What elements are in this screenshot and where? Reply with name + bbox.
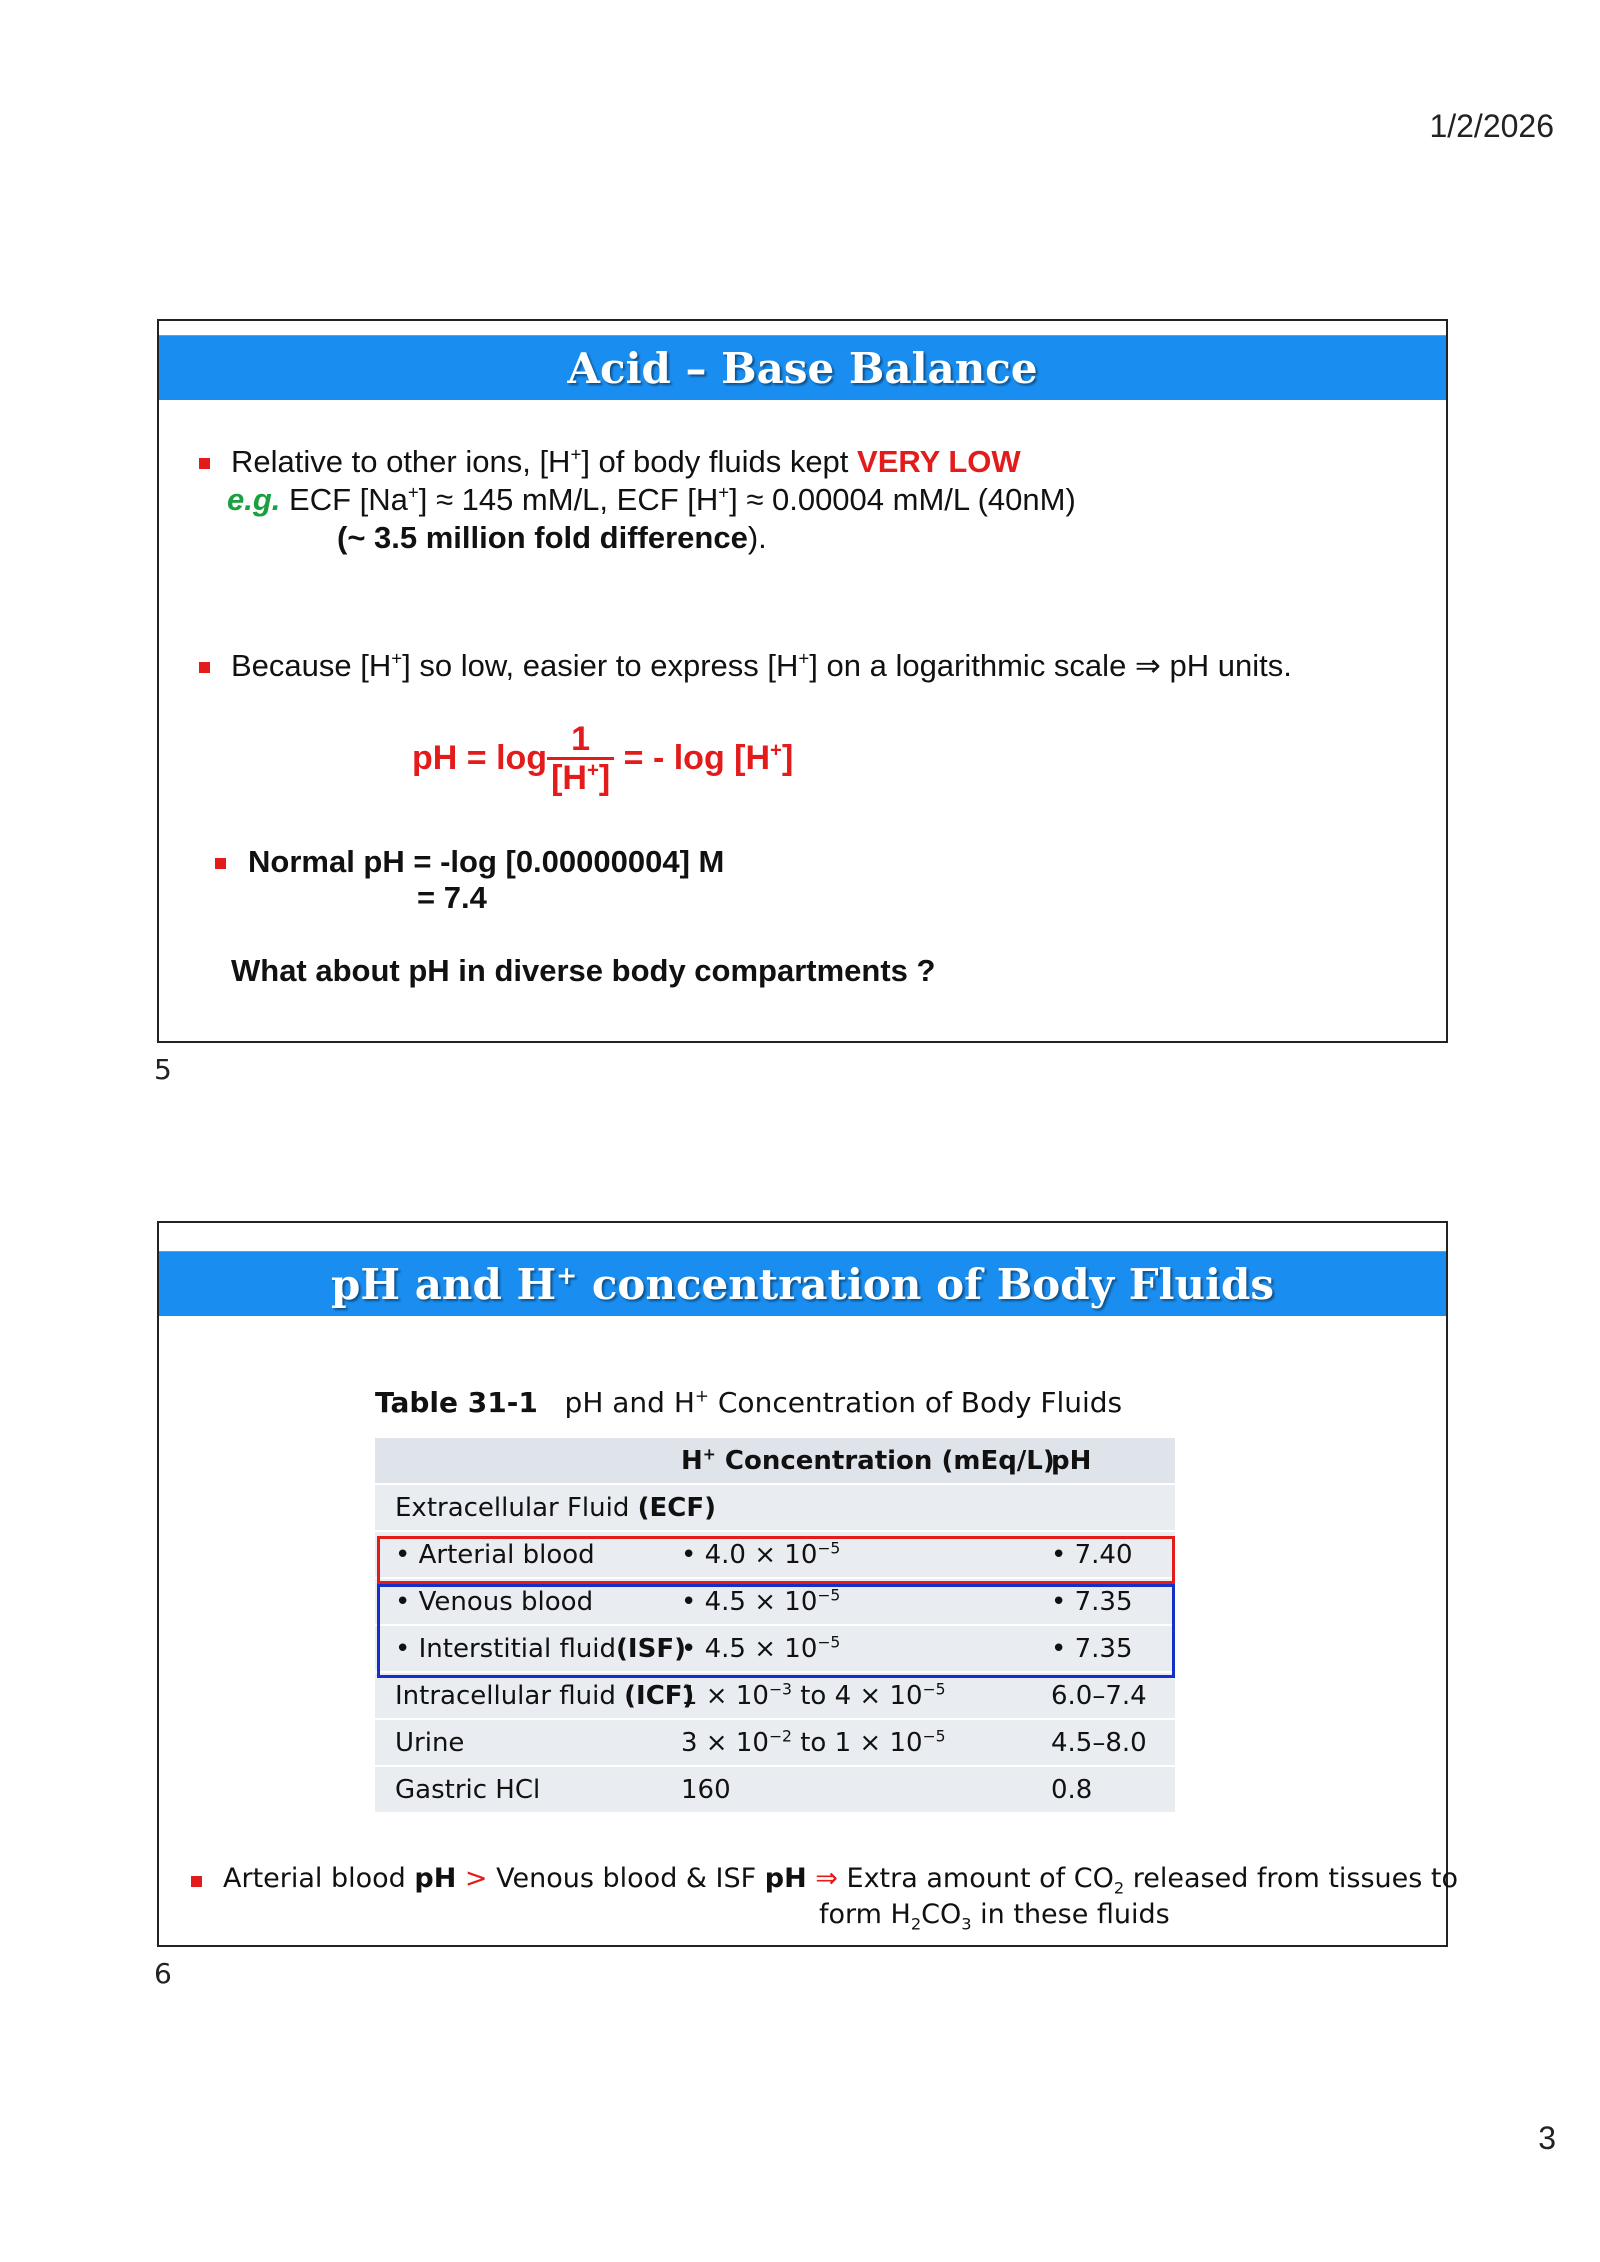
arterial-highlight-box: [377, 1536, 1175, 1584]
example-concentrations: e.g. ECF [Na+] ≈ 145 mM/L, ECF [H+] ≈ 0.00004 mM/L (40nM): [227, 481, 1076, 517]
arterial-vs-venous-note-line2: form $H_2CO_3$ in these fluids: [819, 1899, 1170, 1934]
bullet-icon: [215, 858, 226, 869]
compartments-question: What about pH in diverse body compartments ?: [231, 953, 936, 988]
table-row: Urine $3 \times 10^{-2}$ to $1 \times 10^{-5}$ 4.5–8.0: [375, 1720, 1175, 1767]
ph-formula: pH = log $\frac{1}{[H^+]}$ = - log [H+]: [412, 720, 794, 797]
table-row: Extracellular Fluid (ECF): [375, 1485, 1175, 1532]
slide-title: Acid – Base Balance: [567, 344, 1038, 393]
slide-title: pH and H+ concentration of Body Fluids: [331, 1260, 1274, 1309]
table-header-row: [375, 1438, 1175, 1485]
bullet-icon: [199, 458, 210, 469]
table-row: Intracellular fluid (ICF) $1 \times 10^{-3}$ to $4 \times 10^{-5}$ 6.0–7.4: [375, 1673, 1175, 1720]
bullet-icon: [191, 1876, 202, 1887]
bullet-log-scale: Because [H+] so low, easier to express [H+] on a logarithmic scale ⇒ pH units.: [231, 647, 1292, 683]
slide-acid-base-balance: [157, 319, 1448, 1043]
table-row: • Interstitial fluid(ISF) • $4.5 \times 10^{-5}$ • 7.35: [375, 1626, 1175, 1673]
bullet-relative-ions: Relative to other ions, [H+] of body fluids kept VERY LOW: [231, 443, 1021, 479]
page-number: 3: [1538, 2120, 1556, 2156]
venous-isf-highlight-box: [377, 1584, 1175, 1678]
column-header-ph: pH: [1051, 1446, 1092, 1476]
bullet-icon: [199, 662, 210, 673]
fraction: $\frac{1}{[H^+]}$: [547, 721, 614, 796]
slide-title-banner: [159, 1251, 1446, 1316]
fold-difference: (~ 3.5 million fold difference).: [337, 520, 767, 555]
table-row: Gastric HCl 160 0.8: [375, 1767, 1175, 1814]
print-date: 1/2/2026: [1429, 108, 1554, 144]
slide-ph-body-fluids: [157, 1221, 1459, 1947]
slide-number: 6: [154, 1957, 172, 1990]
table-row: • Venous blood • $4.5 \times 10^{-5}$ • 7.35: [375, 1579, 1175, 1626]
table-row: • Arterial blood • $4.0 \times 10^{-5}$ • 7.40: [375, 1532, 1175, 1579]
slide-number: 5: [154, 1053, 172, 1086]
column-header-h-concentration: H+ Concentration (mEq/L): [681, 1445, 1055, 1476]
normal-ph-line2: = 7.4: [417, 880, 487, 915]
arterial-vs-venous-note: Arterial blood pH > Venous blood & ISF pH ⇒ Extra amount of $CO_2$ released from tissues to: [223, 1863, 1459, 1898]
table-caption: Table 31-1 pH and H+ Concentration of Body Fluids: [375, 1385, 1123, 1419]
slide-title-banner: [159, 335, 1446, 400]
normal-ph-line1: Normal pH = -log [0.00000004] M: [248, 844, 725, 879]
